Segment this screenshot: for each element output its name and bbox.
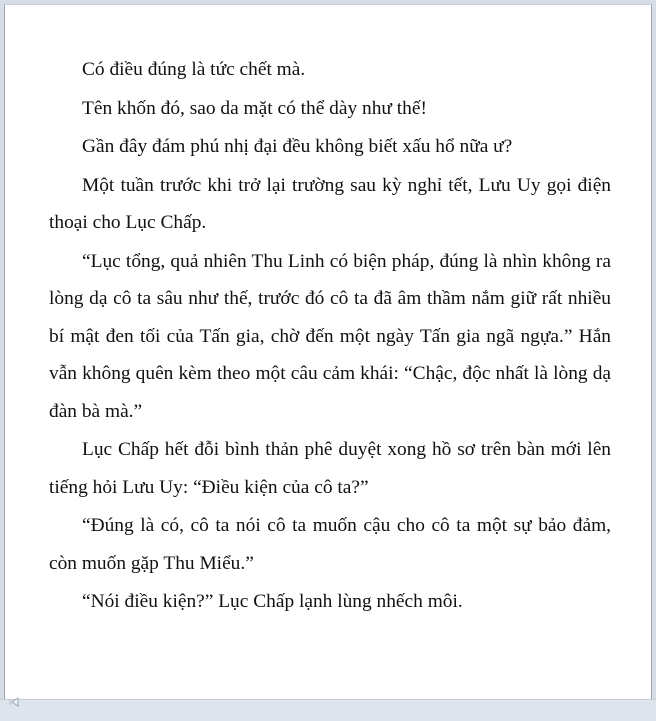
- paragraph-7: “Đúng là có, cô ta nói cô ta muốn cậu cho cô ta một sự bảo đảm, còn muốn gặp Thu Miểu.”: [49, 515, 611, 574]
- paragraph-1: Có điều đúng là tức chết mà.: [82, 59, 306, 80]
- document-body: [49, 51, 611, 621]
- paragraph-2: Tên khốn đó, sao da mặt có thể dày như thế!: [82, 97, 427, 119]
- paragraph-5: “Lục tổng, quả nhiên Thu Linh có biện pháp, đúng là nhìn không ra lòng dạ cô ta sâu như thế, trước đó cô ta đã âm thầm nắm giữ rất nhiều bí mật đen tối của Tấn gia, chờ đến một ngày Tấn gia ngã ngựa.” Hắn vẫn không quên kèm theo một câu cảm khái: “Chậc, độc nhất là lòng dạ đàn bà mà.”: [49, 250, 611, 422]
- document-page: [4, 4, 652, 699]
- paragraph-8: “Nói điều kiện?” Lục Chấp lạnh lùng nhếch môi.: [82, 591, 463, 612]
- page-back-arrow-icon[interactable]: [7, 695, 21, 709]
- paragraph-6: Lục Chấp hết đỗi bình thản phê duyệt xong hồ sơ trên bàn mới lên tiếng hỏi Lưu Uy: “Điều kiện của cô ta?”: [49, 439, 611, 498]
- paragraph-3: Gần đây đám phú nhị đại đều không biết xấu hổ nữa ư?: [82, 136, 513, 157]
- paragraph-4: Một tuần trước khi trở lại trường sau kỳ nghỉ tết, Lưu Uy gọi điện thoại cho Lục Chấp.: [49, 174, 611, 233]
- viewer-bottom-bar: [0, 699, 656, 721]
